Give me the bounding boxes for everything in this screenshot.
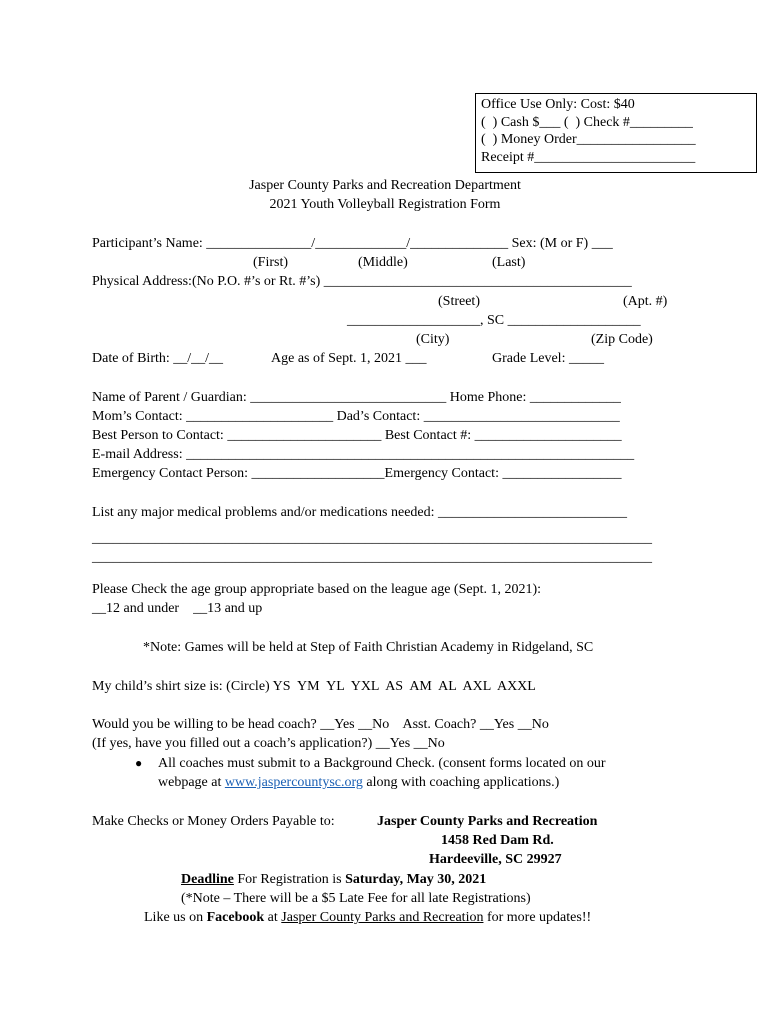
payee-name: Jasper County Parks and Recreation	[377, 814, 598, 829]
physical-address-line[interactable]: Physical Address:(No P.O. #’s or Rt. #’s) ____________________________________________	[92, 274, 632, 289]
age-group-options[interactable]: __12 and under __13 and up	[92, 601, 263, 616]
medical-blank-line-2[interactable]: ________________________________________________________________________________	[92, 550, 652, 565]
webpage-at-text: webpage at	[158, 775, 225, 790]
office-cash-check-line: ( ) Cash $___ ( ) Check #_________	[481, 114, 693, 130]
coach-application-line[interactable]: (If yes, have you filled out a coach’s application?) __Yes __No	[92, 736, 445, 751]
email-address-line[interactable]: E-mail Address: ________________________________________________________________	[92, 447, 635, 462]
mom-dad-contact-line[interactable]: Mom’s Contact: _____________________ Dad’s Contact: ____________________________	[92, 409, 620, 424]
facebook-page-link[interactable]: Jasper County Parks and Recreation	[281, 910, 484, 925]
deadline-date: Saturday, May 30, 2021	[345, 872, 487, 887]
payable-to-label: Make Checks or Money Orders Payable to:	[92, 814, 335, 829]
form-title: 2021 Youth Volleyball Registration Form	[269, 197, 501, 212]
facebook-line	[144, 909, 591, 926]
grade-level-field[interactable]: Grade Level: _____	[492, 351, 604, 366]
medical-problems-line[interactable]: List any major medical problems and/or medications needed: ___________________________	[92, 505, 628, 520]
payee-city: Hardeeville, SC 29927	[429, 852, 562, 867]
shirt-size-line[interactable]: My child’s shirt size is: (Circle) YS YM YL YXL AS AM AL AXL AXXL	[92, 679, 536, 694]
office-receipt-line: Receipt #_______________________	[481, 149, 696, 165]
date-of-birth-field[interactable]: Date of Birth: __/__/__	[92, 351, 224, 366]
city-caption: (City)	[416, 332, 450, 347]
first-name-caption: (First)	[253, 255, 288, 270]
best-contact-line[interactable]: Best Person to Contact: ______________________ Best Contact #: _____________________	[92, 428, 622, 443]
coaching-applications-text: along with coaching applications.)	[362, 775, 560, 790]
facebook-pre-text: Like us on	[144, 910, 207, 925]
zip-caption: (Zip Code)	[591, 332, 653, 347]
emergency-contact-line[interactable]: Emergency Contact Person: ___________________Emergency Contact: _________________	[92, 466, 622, 481]
age-group-prompt: Please Check the age group appropriate based on the league age (Sept. 1, 2021):	[92, 582, 542, 597]
office-cost-line: Office Use Only: Cost: $40	[481, 97, 635, 112]
bullet-icon: ●	[135, 756, 143, 770]
department-title: Jasper County Parks and Recreation Department	[249, 178, 521, 193]
participant-name-line[interactable]: Participant’s Name: _______________/_____________/______________ Sex: (M or F) ___	[92, 236, 613, 251]
medical-blank-line-1[interactable]: ________________________________________________________________________________	[92, 531, 652, 546]
coach-question-line[interactable]: Would you be willing to be head coach? __Yes __No Asst. Coach? __Yes __No	[92, 717, 549, 732]
background-check-line-2	[158, 774, 559, 791]
middle-name-caption: (Middle)	[358, 255, 408, 270]
office-money-order-line: ( ) Money Order_________________	[481, 132, 696, 147]
facebook-word: Facebook	[206, 910, 265, 925]
background-check-line: All coaches must submit to a Background Check. (consent forms located on our	[158, 756, 606, 771]
payee-street: 1458 Red Dam Rd.	[441, 833, 554, 848]
late-fee-note: (*Note – There will be a $5 Late Fee for all late Registrations)	[181, 891, 531, 906]
parent-guardian-line[interactable]: Name of Parent / Guardian: ____________________________ Home Phone: _____________	[92, 390, 621, 405]
street-caption: (Street)	[438, 294, 480, 309]
office-use-box	[475, 93, 757, 173]
deadline-mid-text: For Registration is	[233, 872, 346, 887]
facebook-post-text: for more updates!!	[483, 910, 592, 925]
website-link[interactable]: www.jaspercountysc.org	[224, 775, 363, 790]
deadline-word: Deadline	[181, 872, 234, 887]
apt-caption: (Apt. #)	[623, 294, 668, 309]
deadline-line	[181, 871, 486, 888]
facebook-mid-text: at	[264, 910, 282, 925]
city-state-zip-line[interactable]: ___________________, SC ___________________	[347, 313, 641, 328]
games-location-note: *Note: Games will be held at Step of Faith Christian Academy in Ridgeland, SC	[143, 640, 594, 655]
last-name-caption: (Last)	[492, 255, 526, 270]
age-field[interactable]: Age as of Sept. 1, 2021 ___	[271, 351, 427, 366]
